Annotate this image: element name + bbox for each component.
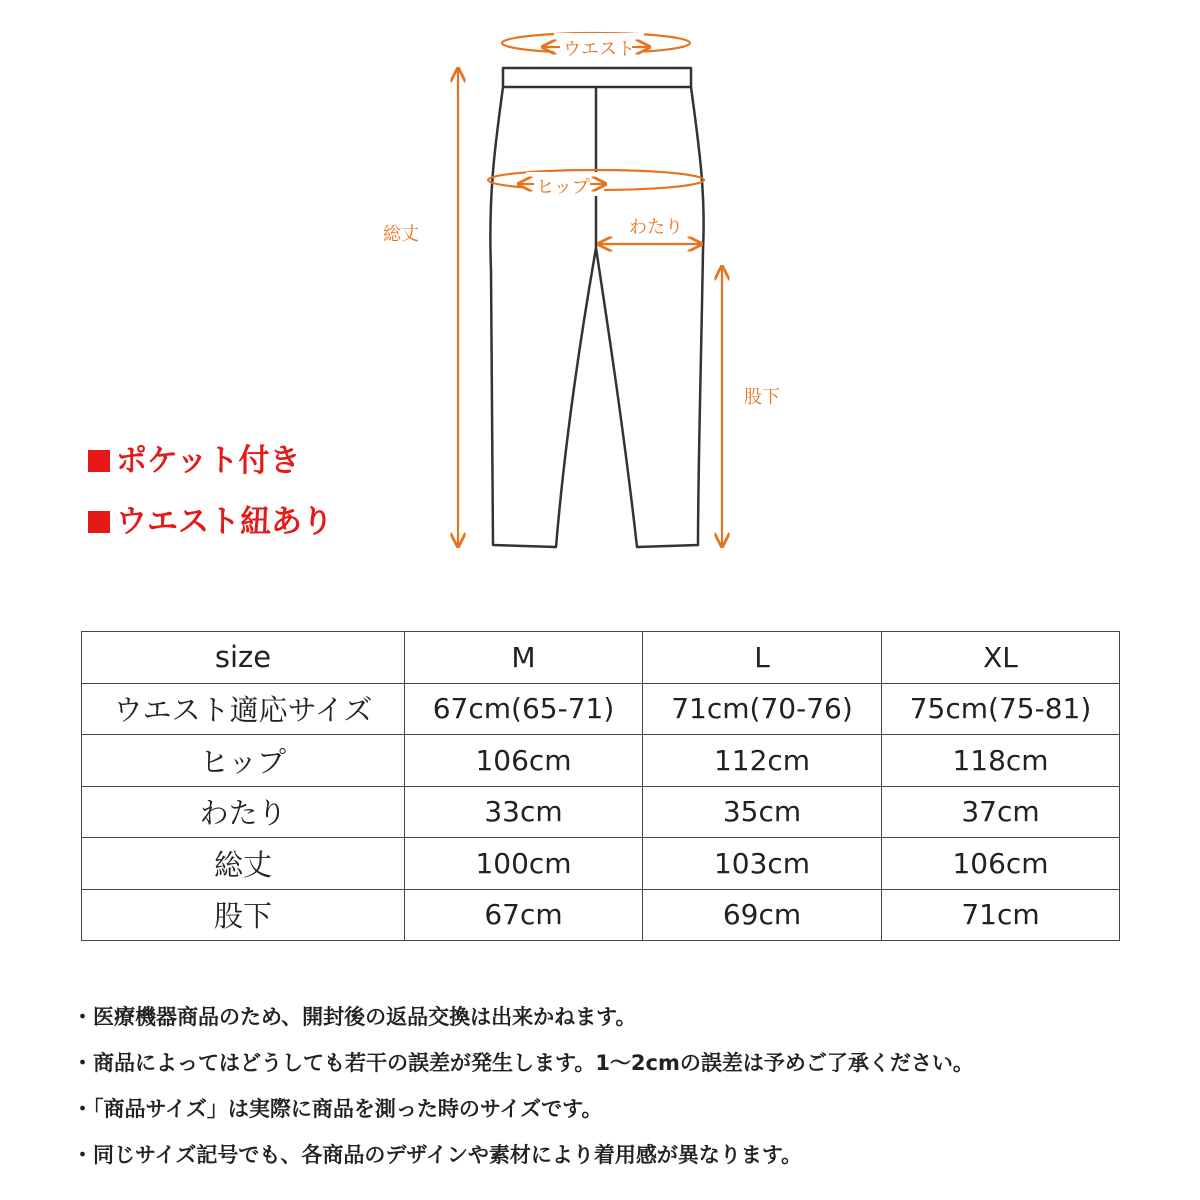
row-label-cell: ウエスト適応サイズ: [82, 683, 405, 735]
table-cell: 71cm(70-76): [643, 683, 882, 735]
table-cell: 112cm: [643, 735, 882, 787]
table-cell: 103cm: [643, 838, 882, 890]
feature-pockets: [88, 441, 300, 481]
thigh-label: わたり: [629, 217, 683, 238]
notes-list: [72, 1000, 1182, 1184]
waist-label: ウエスト: [563, 39, 635, 60]
right-leg-outline: [596, 87, 704, 547]
size-table: [81, 631, 1120, 941]
table-header-row: [82, 632, 1120, 684]
table-cell: 118cm: [882, 735, 1120, 787]
table-row: [82, 683, 1120, 735]
table-row: [82, 786, 1120, 838]
table-row: [82, 735, 1120, 787]
table-cell: 71cm: [882, 889, 1120, 941]
note-item: ・同じサイズ記号でも、各商品のデザインや素材により着用感が異なります。: [72, 1143, 803, 1167]
table-row: [82, 889, 1120, 941]
pants-outline: [490, 68, 703, 547]
table-cell: 37cm: [882, 786, 1120, 838]
table-cell: 67cm: [405, 889, 643, 941]
red-square-bullet-icon: [88, 511, 110, 533]
length-label: 総丈: [383, 224, 419, 245]
note-item: ・商品によってはどうしても若干の誤差が発生します。1〜2cmの誤差は予めご了承ください。: [72, 1051, 974, 1075]
header-cell: XL: [882, 632, 1120, 684]
row-label-cell: わたり: [82, 786, 405, 838]
table-cell: 75cm(75-81): [882, 683, 1120, 735]
note-item: ・「商品サイズ」は実際に商品を測った時のサイズです。: [72, 1097, 603, 1121]
feature-drawstring: [88, 502, 333, 542]
row-label-cell: 総丈: [82, 838, 405, 890]
table-cell: 106cm: [405, 735, 643, 787]
table-cell: 35cm: [643, 786, 882, 838]
table-row: [82, 838, 1120, 890]
note-item: ・医療機器商品のため、開封後の返品交換は出来かねます。: [72, 1005, 637, 1029]
table-cell: 67cm(65-71): [405, 683, 643, 735]
table-cell: 69cm: [643, 889, 882, 941]
table-cell: 106cm: [882, 838, 1120, 890]
hip-label: ヒップ: [536, 177, 590, 198]
header-cell: M: [405, 632, 643, 684]
row-label-cell: 股下: [82, 889, 405, 941]
feature-text: ポケット付き: [116, 443, 301, 479]
inseam-label: 股下: [744, 387, 780, 408]
row-label-cell: ヒップ: [82, 735, 405, 787]
waistband: [503, 68, 691, 87]
table-cell: 33cm: [405, 786, 643, 838]
header-cell: L: [643, 632, 882, 684]
header-cell: size: [82, 632, 405, 684]
red-square-bullet-icon: [88, 450, 110, 472]
feature-text: ウエスト紐あり: [116, 504, 333, 540]
left-leg-outline: [490, 87, 596, 547]
table-cell: 100cm: [405, 838, 643, 890]
